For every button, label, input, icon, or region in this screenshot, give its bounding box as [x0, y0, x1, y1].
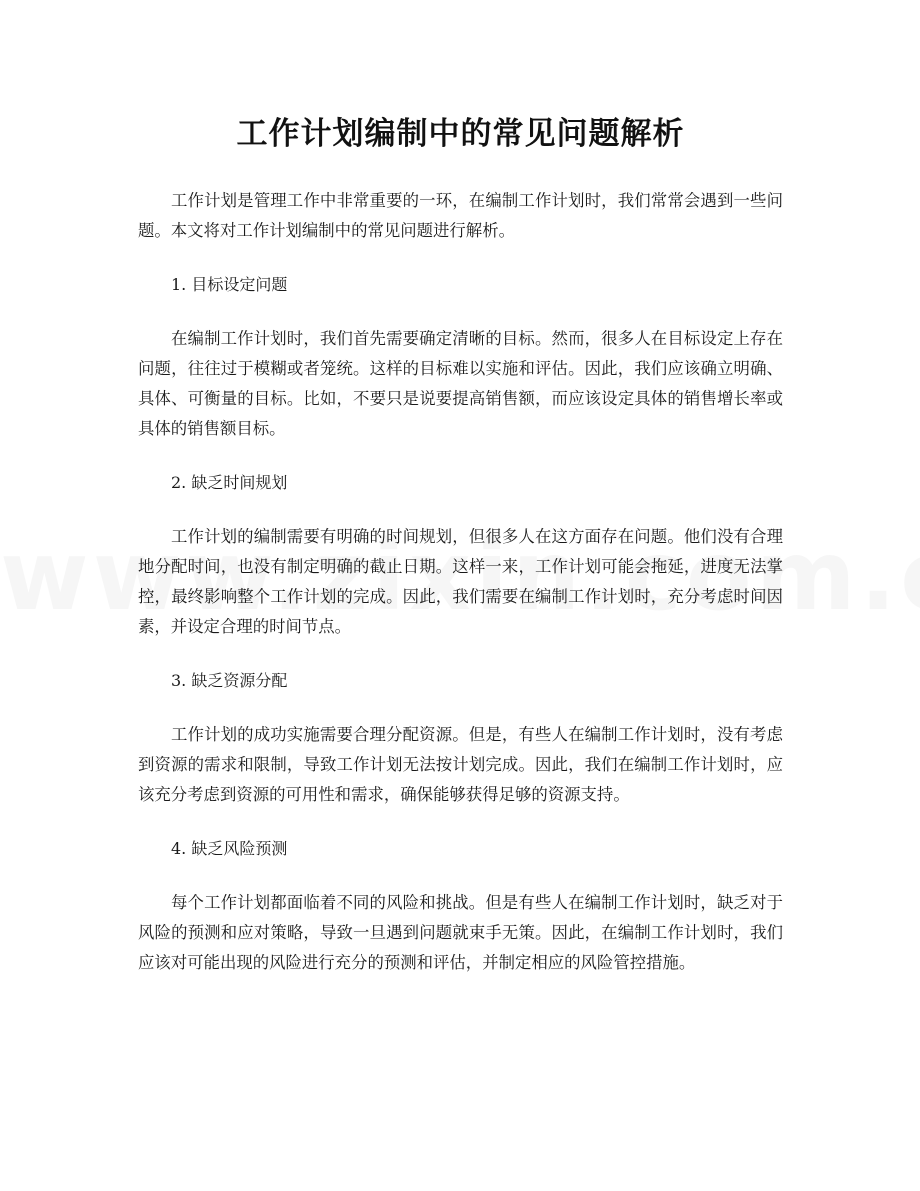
section-heading-2: 2. 缺乏时间规划: [171, 473, 288, 492]
section-paragraph-4: 每个工作计划都面临着不同的风险和挑战。但是有些人在编制工作计划时，缺乏对于风险的预测和应对策略，导致一旦遇到问题就束手无策。因此，在编制工作计划时，我们应该对可能出现的风险进行充分的预测和评估，并制定相应的风险管控措施。: [138, 893, 783, 972]
intro-paragraph: 工作计划是管理工作中非常重要的一环，在编制工作计划时，我们常常会遇到一些问题。本文将对工作计划编制中的常见问题进行解析。: [138, 191, 783, 240]
section-heading-3: 3. 缺乏资源分配: [171, 671, 288, 690]
section-paragraph-1: 在编制工作计划时，我们首先需要确定清晰的目标。然而，很多人在目标设定上存在问题，往往过于模糊或者笼统。这样的目标难以实施和评估。因此，我们应该确立明确、具体、可衡量的目标。比如，不要只是说要提高销售额，而应该设定具体的销售增长率或具体的销售额目标。: [138, 329, 783, 438]
section-paragraph-3: 工作计划的成功实施需要合理分配资源。但是，有些人在编制工作计划时，没有考虑到资源的需求和限制，导致工作计划无法按计划完成。因此，我们在编制工作计划时，应该充分考虑到资源的可用性和需求，确保能够获得足够的资源支持。: [138, 725, 783, 804]
section-heading-1: 1. 目标设定问题: [171, 275, 288, 294]
section-paragraph-2: 工作计划的编制需要有明确的时间规划，但很多人在这方面存在问题。他们没有合理地分配时间，也没有制定明确的截止日期。这样一来，工作计划可能会拖延，进度无法掌控，最终影响整个工作计划的完成。因此，我们需要在编制工作计划时，充分考虑时间因素，并设定合理的时间节点。: [138, 527, 783, 636]
document-title: 工作计划编制中的常见问题解析: [236, 116, 685, 152]
section-heading-4: 4. 缺乏风险预测: [171, 839, 288, 858]
document-body: [138, 186, 783, 978]
